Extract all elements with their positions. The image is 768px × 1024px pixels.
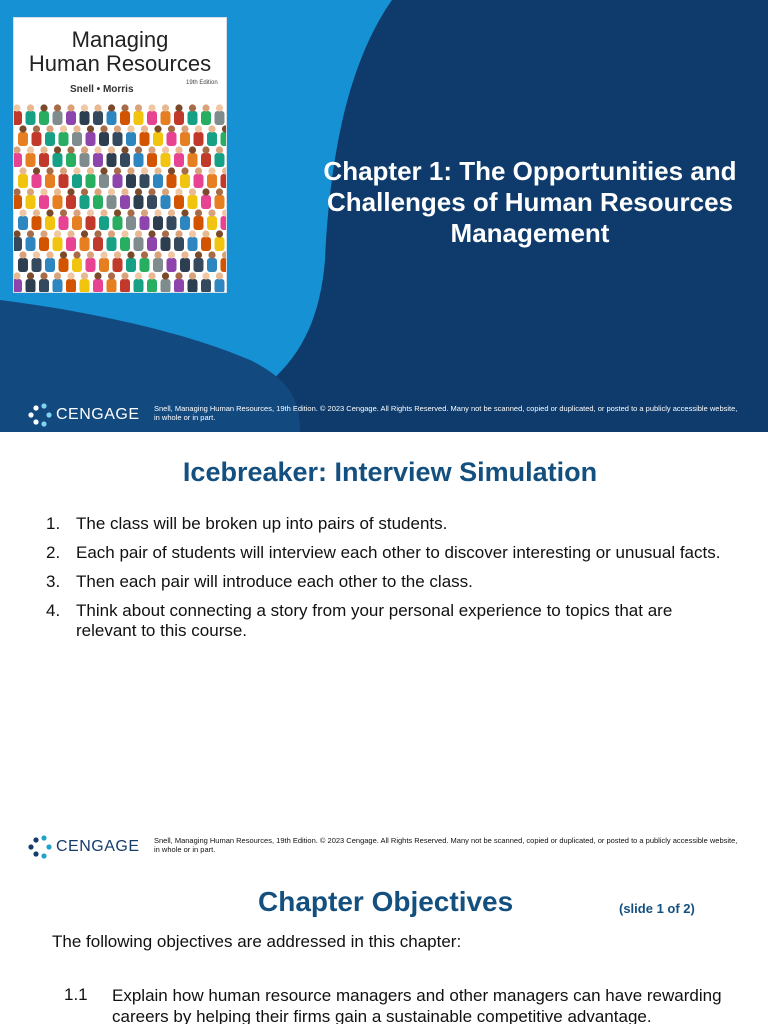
list-item: 2. Each pair of students will interview each other to discover interesting or unusual facts. — [46, 543, 721, 562]
objective-text: Explain how human resource managers and other managers can have rewarding careers by helping their firms gain a sustainable competitive advantage. — [112, 986, 722, 1024]
chapter-title: Chapter 1: The Opportunities and Challenges of Human Resources Management — [323, 156, 737, 248]
objectives-slide — [0, 864, 768, 1024]
cengage-logo-icon — [26, 834, 52, 860]
book-title-line2: Human Resources — [28, 51, 212, 76]
book-cover — [14, 18, 226, 292]
copyright-note: Snell, Managing Human Resources, 19th Edition. © 2023 Cengage. All Rights Reserved. Many not be scanned, copied or duplicated, or posted to a publicly accessible website, in whole or in part. — [154, 404, 738, 422]
cengage-logo — [26, 402, 140, 428]
list-item: 1. The class will be broken up into pairs of students. — [46, 514, 448, 533]
objectives-intro: The following objectives are addressed in this chapter: — [52, 932, 462, 951]
crowd-illustration — [14, 100, 226, 292]
list-item: 3. Then each pair will introduce each other to the class. — [46, 572, 473, 591]
objective-number: 1.1 — [64, 985, 88, 1004]
book-edition: 19th Edition — [186, 80, 218, 86]
footer — [0, 832, 768, 864]
cengage-logo — [26, 834, 140, 860]
list-item: 4. Think about connecting a story from your personal experience to topics that are relevant to this course. — [46, 601, 673, 640]
slide-heading: Icebreaker: Interview Simulation — [182, 457, 598, 487]
copyright-note: Snell, Managing Human Resources, 19th Edition. © 2023 Cengage. All Rights Reserved. Many not be scanned, copied or duplicated, or posted to a publicly accessible website, in whole or in part. — [154, 836, 738, 854]
title-slide — [0, 0, 768, 432]
cengage-logo-text: CENGAGE — [56, 838, 140, 855]
book-authors: Snell • Morris — [70, 84, 134, 95]
cengage-logo-text: CENGAGE — [56, 406, 140, 423]
book-title-line1: Managing — [71, 27, 169, 52]
footer — [0, 400, 768, 432]
cengage-logo-icon — [26, 402, 52, 428]
slide-count: (slide 1 of 2) — [619, 901, 695, 916]
slide-heading: Chapter Objectives — [258, 886, 514, 917]
icebreaker-slide — [0, 432, 768, 864]
icebreaker-list — [40, 514, 730, 650]
